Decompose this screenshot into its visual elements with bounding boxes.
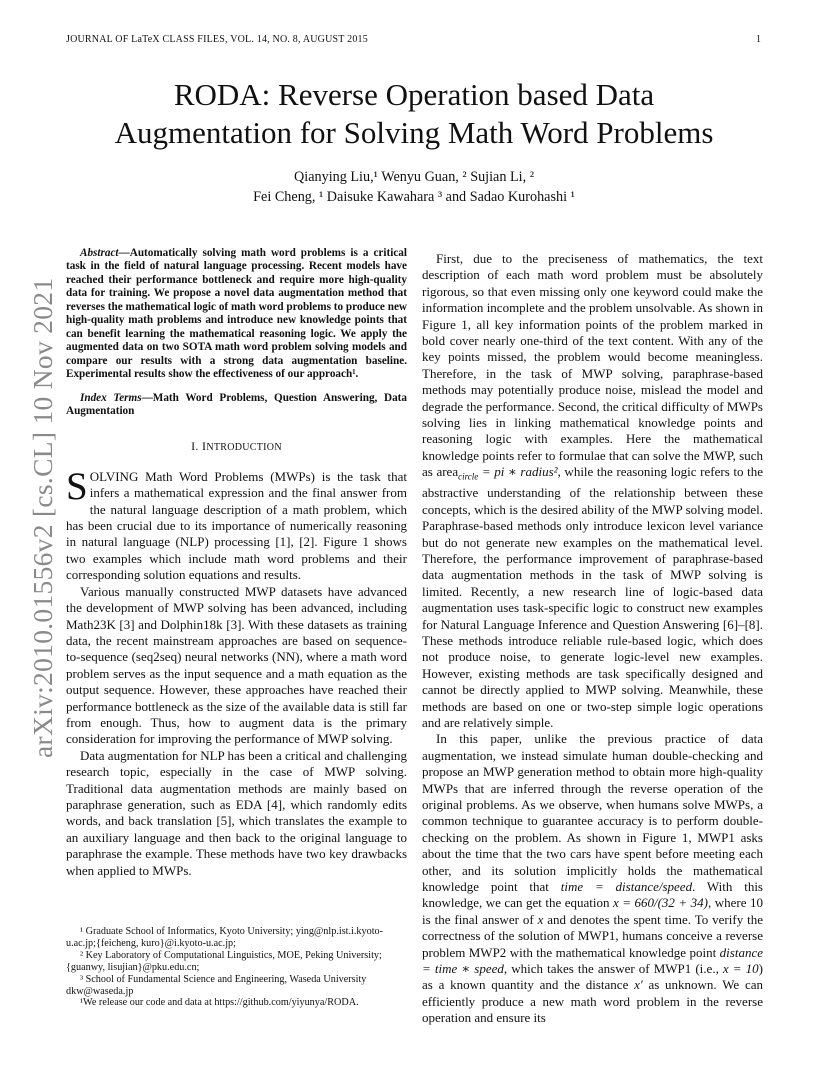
math-subscript: circle [458,471,479,482]
body-paragraph-2-e: , which takes the answer of MWP1 (i.e., [503,961,723,977]
title-line-1: RODA: Reverse Operation based Data [173,77,655,112]
section-number: I. [191,439,203,454]
intro-paragraph-2: Various manually constructed MWP datasets have advanced the development of MWP solving has been advanced, including Math23K [3] and Dolphin18k [3]. With these datasets as training data, the recent mainstream approaches are based on sequence-to-sequence (seq2seq) neural networks (NN), where a math word problem serves as the input sequence and a math equation as the output sequence. However, these approaches have reached their performance bottleneck as the size of the available data is still far from enough. Thus, how to augment data is the primary consideration for improving the performance of MWP solving. [66,583,407,747]
footnotes [66,926,407,1009]
intro-paragraph-1 [66,464,407,584]
abstract-text: —Automatically solving math word problems is a critical task in the field of natural language processing. Recent models have reached their performance bottleneck and require more high-quality data for training. We propose a novel data augmentation method that reverses the mathematical logic of math word problems to produce new high-quality math problems and introduce new knowledge points that can benefit learning the mathematical reasoning logic. We apply the augmented data on two SOTA math word problem solving models and compare our results with a strong data augmentation baseline. Experimental results show the effectiveness of our approach¹. [66,247,407,381]
paper-title [60,76,768,152]
footnote-1: ¹ Graduate School of Informatics, Kyoto University; ying@nlp.ist.i.kyoto-u.ac.jp;{feicheng, kuro}@i.kyoto-u.ac.jp; [66,926,384,949]
author-list [60,167,768,207]
math-variable-x: x [537,911,544,927]
section-title-rest: NTRODUCTION [206,442,282,454]
journal-header: JOURNAL OF LaTeX CLASS FILES, VOL. 14, NO. 8, AUGUST 2015 [66,34,368,45]
authors-line-1: Qianying Liu,¹ Wenyu Guan, ² Sujian Li, ² [294,169,534,185]
body-paragraph-2-f: ) as a known quantity and the distance [422,961,763,993]
abstract-lead: Abstract [80,247,119,259]
math-formula-area: = pi ∗ radius² [478,464,558,480]
math-variable-xprime: x′ [634,977,643,993]
footnote-2: ² Key Laboratory of Computational Linguistics, MOE, Peking University; {guanwy, lisujian}@pku.edu.cn; [66,949,382,973]
index-terms [66,392,407,419]
index-terms-lead: Index Terms [80,391,142,404]
page-number: 1 [756,34,761,45]
intro-paragraph-3: Data augmentation for NLP has been a critical and challenging research topic, especially in the case of MWP solving. Traditional data augmentation methods are mainly based on paraphrase generation, such as EDA [4], which randomly edits words, and back translation [5], which translates the example to an auxiliary language and then back to the original language to paraphrase the example. These methods have two key drawbacks when applied to MWPs. [66,747,407,878]
body-paragraph-2-c: , where 10 is the final answer of [422,895,763,927]
body-paragraph-2-a: In this paper, unlike the previous practice of data augmentation, we instead simulate human double-checking and propose an MWP generation method to obtain more high-quality MWPs that are inferred through the reverse operation of the original problems. As we observe, when humans solve MWPs, a common technique to guarantee accuracy is to perform double-checking on the problem. As shown in Figure 1, MWP1 asks about the time that the two cars have spent before meeting each other, and its solution implicitly holds the mathematical knowledge point that [422,731,763,895]
math-formula-time: time = distance/speed [560,879,693,895]
index-terms-text: —Math Word Problems, Question Answering, Data Augmentation [66,391,407,417]
left-column [66,247,407,879]
body-paragraph-2-g: as unknown. We can efficiently produce a new math word problem in the reverse operation and ensure its [422,977,763,1026]
right-column [422,251,763,1027]
body-paragraph-1-text: First, due to the preciseness of mathematics, the text description of each math word problem must be absolutely rigorous, so that even missing only one keyword could make the information incomplete and the problem unsolvable. As shown in Figure 1, all key information points of the problem marked in bold cover nearly one-third of the text content. With any of the key points missed, the problem would become meaningless. Therefore, in the task of MWP solving, paraphrase-based methods may potentially produce noise, mislead the model and degrade the performance. Second, the critical difficulty of MWPs solving lies in linking mathematical knowledge points and reasoning logic with examples. Here the mathematical knowledge points refer to formulae that can solve the MWP, such as area [422,251,763,480]
abstract [66,247,407,382]
body-paragraph-1-rest: , while the reasoning logic refers to the abstractive understanding of the relationship between these concepts, which is the desired ability of the MWP solving model. Paraphrase-based methods only introduce lexicon level variance but do not generate new examples on the mathematical level. Therefore, the performance improvement of paraphrase-based data augmentation methods in the task of MWP solving is limited. Recently, a new research line of logic-based data augmentation uses task-specific logic to construct new examples for Natural Language Inference and Question Answering [6]–[8]. These methods introduce reliable rule-based logic, which does not produce noise, to generate logic-level new examples. However, existing methods are task specifically designed and cannot be directly applied to MWP solving. Meanwhile, these methods are based on one or two-step simple logic operations and are relatively simple. [422,464,763,730]
section-heading [66,438,407,456]
footnote-4: ¹We release our code and data at https://github.com/yiyunya/RODA. [80,997,359,1009]
title-line-2: Augmentation for Solving Math Word Problems [114,115,714,150]
body-paragraph-2-b: . With this knowledge, we can get the equation [422,879,763,911]
authors-line-2: Fei Cheng, ¹ Daisuke Kawahara ³ and Sadao Kurohashi ¹ [253,189,575,205]
math-formula-x10: x = 10 [722,961,759,977]
math-formula-distance: distance = time ∗ speed [422,944,763,977]
math-formula-equation: x = 660/(32 + 34) [612,895,708,911]
body-paragraph-2-d: and denotes the spent time. To verify the correctness of the solution of MWP1, humans conceive a reverse problem MWP2 with the mathematical knowledge point [422,911,763,960]
body-paragraph-2 [422,731,763,1026]
drop-cap: S [66,464,88,508]
arxiv-stamp: arXiv:2010.01556v2 [cs.CL] 10 Nov 2021 [27,277,58,758]
section-title-first: I [202,439,207,454]
body-paragraph-1 [422,251,763,731]
footnote-3: ³ School of Fundamental Science and Engineering, Waseda University dkw@waseda.jp [66,973,367,997]
intro-paragraph-1-text: OLVING Math Word Problems (MWPs) is the task that infers a mathematical expression and the final answer from the natural language description of a math problem, which has been crucial due to its importance of numerically reasoning in natural language (NLP) processing [1], [2]. Figure 1 shows two examples which include math word problems and their corresponding solution equations and results. [66,468,407,583]
